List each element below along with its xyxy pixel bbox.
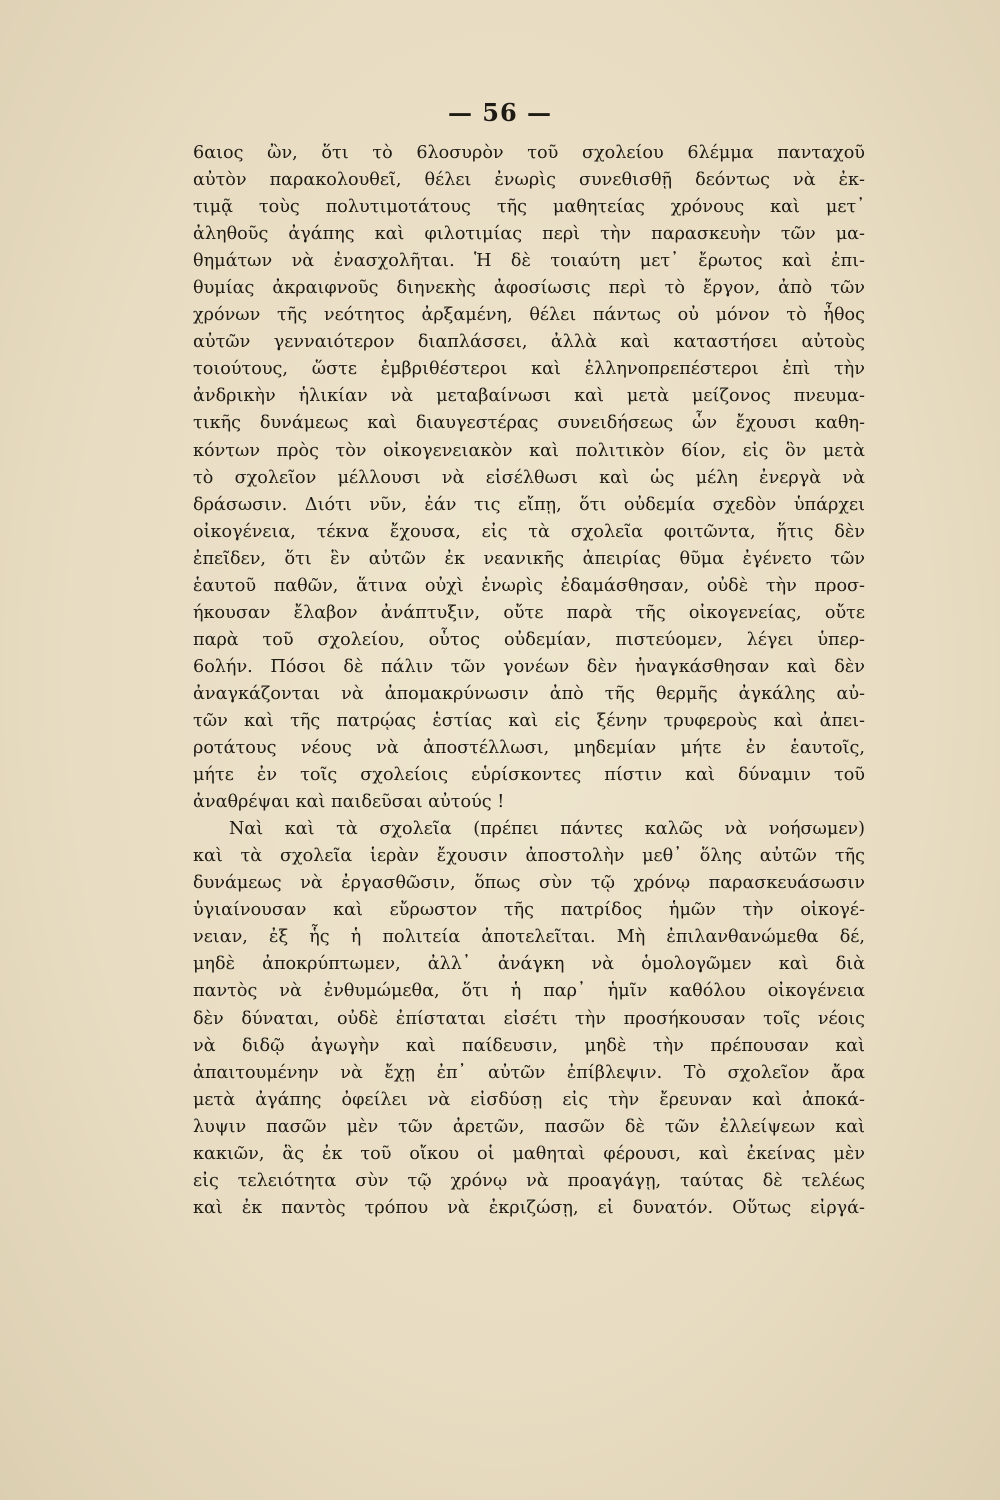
text-line: μετὰ ἀγάπης ὀφείλει νὰ εἰσδύσῃ εἰς τὴν ἔρευναν καὶ ἀποκά- — [193, 1089, 865, 1110]
text-line: μήτε ἐν τοῖς σχολείοις εὑρίσκοντες πίστιν καὶ δύναμιν τοῦ — [193, 765, 865, 786]
text-line: δράσωσιν. Διότι νῦν, ἐάν τις εἴπῃ, ὅτι οὐδεμία σχεδὸν ὑπάρχει — [193, 494, 865, 515]
text-line: ἀνδρικὴν ἡλικίαν νὰ μεταβαίνωσι καὶ μετὰ μείζονος πνευμα- — [193, 386, 865, 407]
text-line: δὲν δύναται, οὐδὲ ἐπίσταται εἰσέτι τὴν προσήκουσαν τοῖς νέοις — [193, 1008, 865, 1029]
text-line: καὶ τὰ σχολεῖα ἱερὰν ἔχουσιν ἀποστολὴν μεθ᾽ ὅλης αὐτῶν τῆς — [193, 846, 865, 867]
text-line: τιμᾷ τοὺς πολυτιμοτάτους τῆς μαθητείας χρόνους καὶ μετ᾽ — [193, 197, 865, 218]
text-line: νειαν, ἐξ ἧς ἡ πολιτεία ἀποτελεῖται. Μὴ ἐπιλανθανώμεθα δέ, — [193, 927, 865, 948]
text-line: τοιούτους, ὥστε ἐμβριθέστεροι καὶ ἑλληνοπρεπέστεροι ἐπὶ τὴν — [193, 359, 865, 380]
page-number: — 56 — — [447, 98, 553, 127]
text-line: θυμίας ἀκραιφνοῦς διηνεκὴς ἀφοσίωσις περὶ τὸ ἔργον, ἀπὸ τῶν — [193, 278, 865, 299]
page-body-text — [193, 140, 865, 1222]
text-line: ἀναγκάζονται νὰ ἀπομακρύνωσιν ἀπὸ τῆς θερμῆς ἀγκάλης αὐ- — [193, 683, 865, 704]
text-line: ἀληθοῦς ἀγάπης καὶ φιλοτιμίας περὶ τὴν παρασκευὴν τῶν μα- — [193, 224, 865, 245]
text-line: παντὸς νὰ ἐνθυμώμεθα, ὅτι ἡ παρ᾽ ἡμῖν καθόλου οἰκογένεια — [193, 981, 865, 1002]
text-line: κόντων πρὸς τὸν οἰκογενειακὸν καὶ πολιτικὸν 6ίον, εἰς ὃν μετὰ — [193, 440, 865, 461]
text-line: εἰς τελειότητα σὺν τῷ χρόνῳ νὰ προαγάγῃ, ταύτας δὲ τελέως — [193, 1170, 865, 1191]
paragraph-start-line: Ναὶ καὶ τὰ σχολεῖα (πρέπει πάντες καλῶς νὰ νοήσωμεν) — [229, 819, 865, 840]
text-line: καὶ ἐκ παντὸς τρόπου νὰ ἐκριζώσῃ, εἰ δυνατόν. Οὕτως εἰργά- — [193, 1197, 865, 1218]
text-line: θημάτων νὰ ἐνασχολῆται. Ἡ δὲ τοιαύτη μετ᾽ ἔρωτος καὶ ἐπι- — [193, 251, 865, 272]
text-line: αὐτῶν γενναιότερον διαπλάσσει, ἀλλὰ καὶ καταστήσει αὐτοὺς — [193, 332, 865, 353]
text-line: παρὰ τοῦ σχολείου, οὗτος οὐδεμίαν, πιστεύομεν, λέγει ὑπερ- — [193, 629, 865, 650]
text-line: νὰ διδῷ ἀγωγὴν καὶ παίδευσιν, μηδὲ τὴν πρέπουσαν καὶ — [193, 1035, 865, 1056]
text-line: τὸ σχολεῖον μέλλουσι νὰ εἰσέλθωσι καὶ ὡς μέλη ἐνεργὰ νὰ — [193, 467, 865, 488]
text-line: οἰκογένεια, τέκνα ἔχουσα, εἰς τὰ σχολεῖα φοιτῶντα, ἥτις δὲν — [193, 521, 865, 542]
text-line: ήκουσαν ἔλαβον ἀνάπτυξιν, οὔτε παρὰ τῆς οἰκογενείας, οὔτε — [193, 602, 865, 623]
text-line: δυνάμεως νὰ ἐργασθῶσιν, ὅπως σὺν τῷ χρόνῳ παρασκευάσωσιν — [193, 873, 865, 894]
text-line: ἑαυτοῦ παθῶν, ἅτινα οὐχὶ ἐνωρὶς ἐδαμάσθησαν, οὐδὲ τὴν προσ- — [193, 575, 865, 596]
text-line: χρόνων τῆς νεότητος ἀρξαμένη, θέλει πάντως οὐ μόνον τὸ ἦθος — [193, 305, 865, 326]
text-line: ροτάτους νέους νὰ ἀποστέλλωσι, μηδεμίαν μήτε ἐν ἑαυτοῖς, — [193, 738, 865, 759]
text-line: μηδὲ ἀποκρύπτωμεν, ἀλλ᾽ ἀνάγκη νὰ ὁμολογῶμεν καὶ διὰ — [193, 954, 865, 975]
text-line: ὑγιαίνουσαν καὶ εὔρωστον τῆς πατρίδος ἡμῶν τὴν οἰκογέ- — [193, 900, 865, 921]
text-line: κακιῶν, ἃς ἐκ τοῦ οἴκου οἱ μαθηταὶ φέρουσι, καὶ ἐκείνας μὲν — [193, 1143, 865, 1164]
text-line: ἀπαιτουμένην νὰ ἔχῃ ἐπ᾽ αὐτῶν ἐπίβλεψιν. Τὸ σχολεῖον ἄρα — [193, 1062, 865, 1083]
text-line: 6ολήν. Πόσοι δὲ πάλιν τῶν γονέων δὲν ἠναγκάσθησαν καὶ δὲν — [193, 656, 865, 677]
text-line: τικῆς δυνάμεως καὶ διαυγεστέρας συνειδήσεως ὧν ἔχουσι καθη- — [193, 413, 865, 434]
text-line: αὐτὸν παρακολουθεῖ, θέλει ἐνωρὶς συνεθισθῇ δεόντως νὰ ἐκ- — [193, 170, 865, 191]
text-line: 6αιος ὢν, ὅτι τὸ 6λοσυρὸν τοῦ σχολείου 6λέμμα πανταχοῦ — [193, 143, 865, 163]
text-line: τῶν καὶ τῆς πατρῴας ἑστίας καὶ εἰς ξένην τρυφεροὺς καὶ ἀπει- — [193, 710, 865, 731]
paragraph-end-line: ἀναθρέψαι καὶ παιδεῦσαι αὐτούς ! — [193, 792, 505, 813]
text-line: λυψιν πασῶν μὲν τῶν ἀρετῶν, πασῶν δὲ τῶν ἐλλείψεων καὶ — [193, 1116, 865, 1137]
text-line: ἐπεῖδεν, ὅτι ἓν αὐτῶν ἐκ νεανικῆς ἀπειρίας θῦμα ἐγένετο τῶν — [193, 548, 865, 569]
